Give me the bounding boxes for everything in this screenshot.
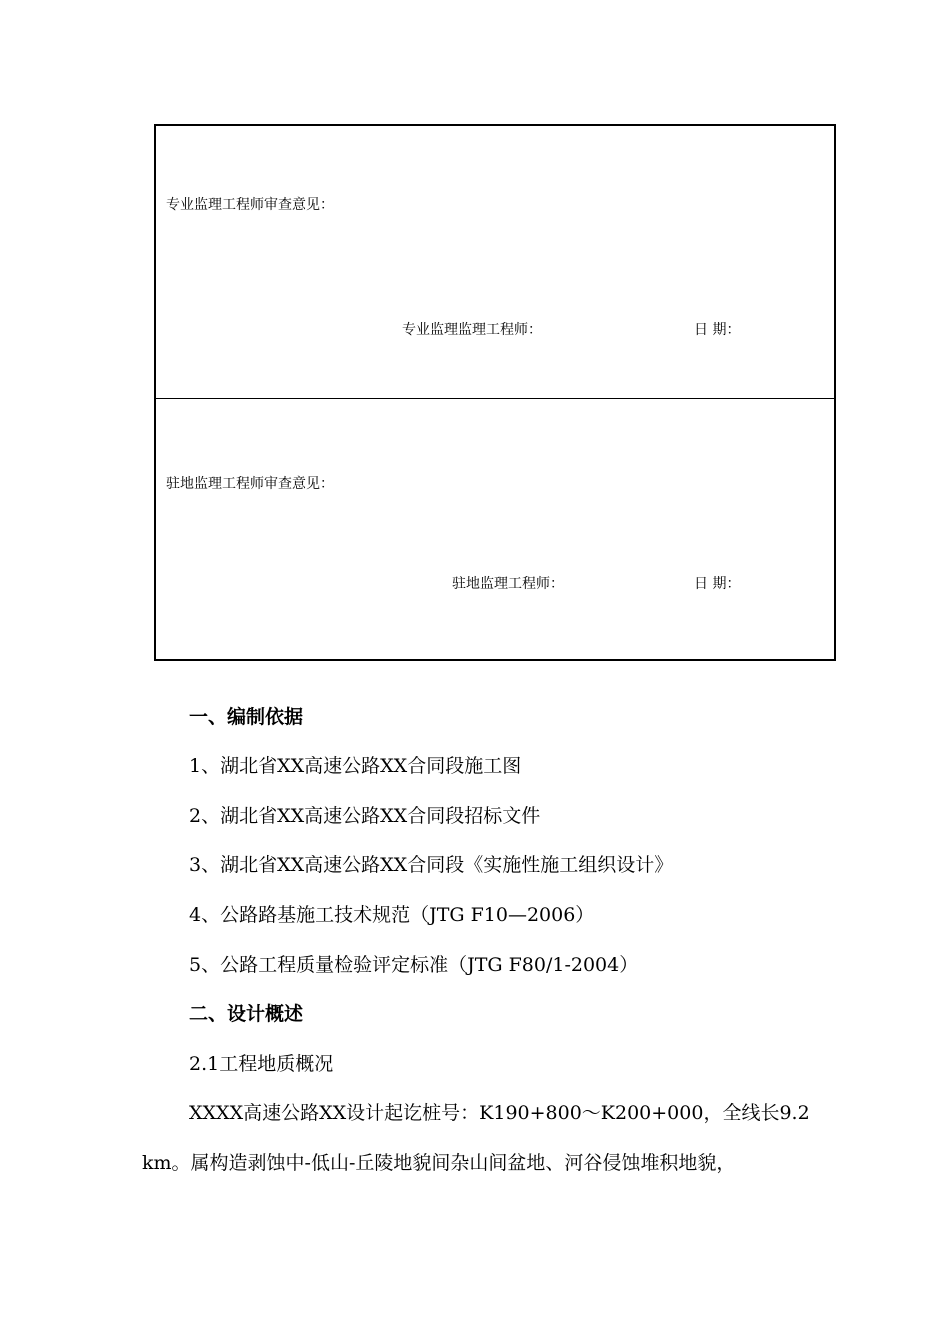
resident-signature-label: 驻地监理工程师： xyxy=(452,576,564,592)
basis-item: 2、湖北省XX高速公路XX合同段招标文件 xyxy=(189,805,541,827)
basis-item: 5、公路工程质量检验评定标准（JTG F80/1-2004） xyxy=(189,954,639,976)
specialist-opinion-label: 专业监理工程师审查意见： xyxy=(166,197,334,213)
resident-date-label: 日 期： xyxy=(694,576,741,592)
basis-item: 1、湖北省XX高速公路XX合同段施工图 xyxy=(189,755,522,777)
table-divider xyxy=(156,398,834,399)
subsection-heading-geology: 2.1工程地质概况 xyxy=(189,1053,334,1075)
resident-opinion-label: 驻地监理工程师审查意见： xyxy=(166,476,334,492)
specialist-signature-label: 专业监理监理工程师： xyxy=(402,322,542,338)
basis-item: 3、湖北省XX高速公路XX合同段《实施性施工组织设计》 xyxy=(189,854,674,876)
basis-item: 4、公路路基施工技术规范（JTG F10—2006） xyxy=(189,904,595,926)
review-table xyxy=(154,124,836,661)
paragraph-line: XXXX高速公路XX设计起讫桩号：K190+800～K200+000，全线长9.2 xyxy=(189,1102,810,1124)
section-heading-basis: 一、编制依据 xyxy=(189,706,304,728)
paragraph-line: km。属构造剥蚀中-低山-丘陵地貌间杂山间盆地、河谷侵蚀堆积地貌， xyxy=(142,1152,736,1174)
specialist-date-label: 日 期： xyxy=(694,322,741,338)
section-heading-design: 二、设计概述 xyxy=(189,1003,304,1025)
